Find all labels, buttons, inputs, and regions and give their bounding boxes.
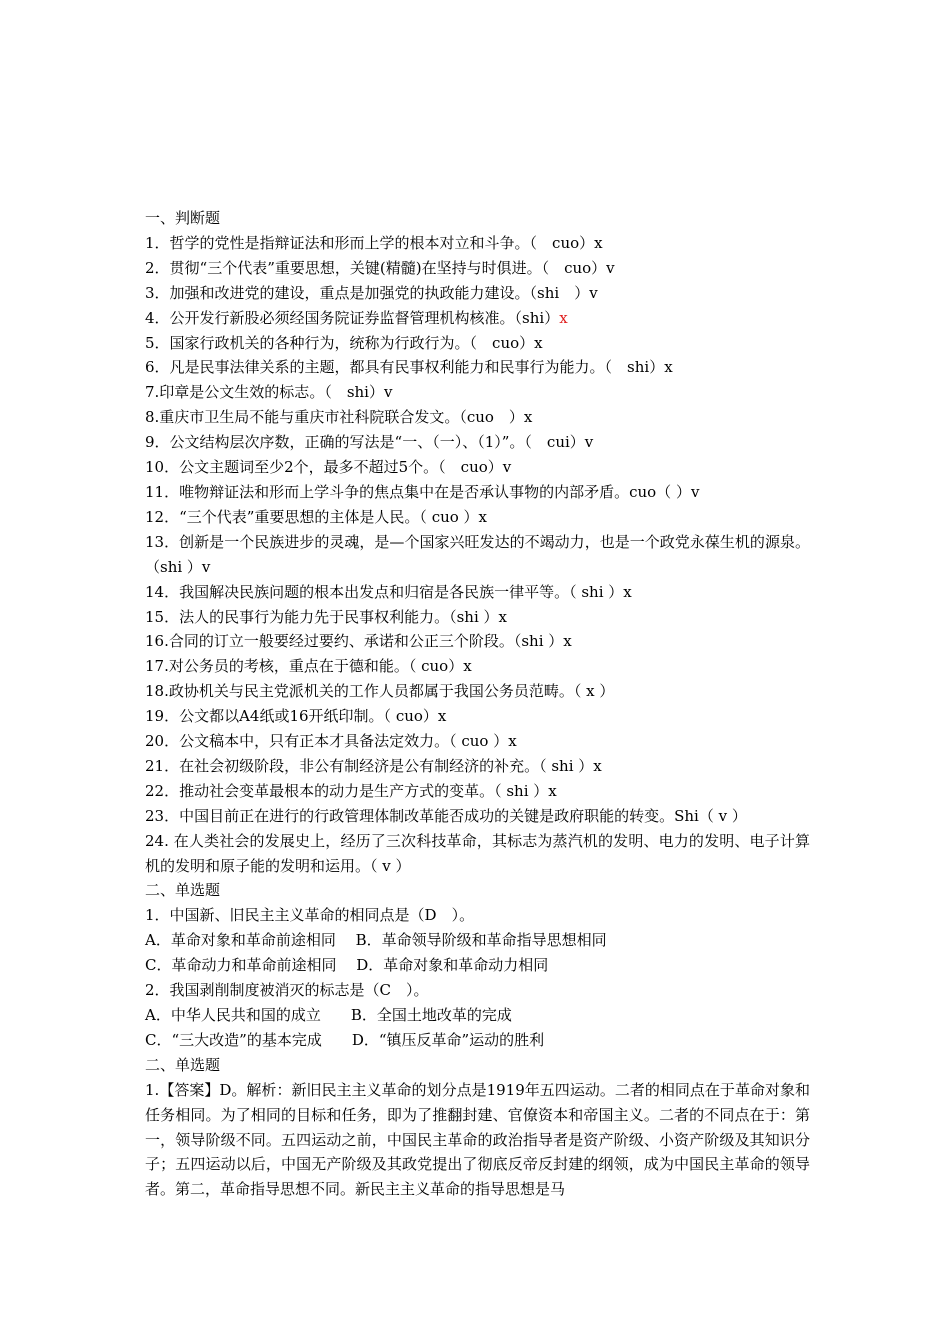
judgment-item-21: 21．在社会初级阶段，非公有制经济是公有制经济的补充。（ shi ）x bbox=[145, 756, 602, 775]
judgment-item-7: 7.印章是公文生效的标志。（ shi）v bbox=[145, 383, 393, 402]
judgment-item-4-mark: x bbox=[559, 308, 568, 327]
question-1-options-ab: A．革命对象和革命前途相同 B．革命领导阶级和革命指导思想相同 bbox=[145, 931, 607, 950]
judgment-item-8: 8.重庆市卫生局不能与重庆市社科院联合发文。（cuo ）x bbox=[145, 408, 533, 427]
question-2-options-cd: C．“三大改造”的基本完成 D．“镇压反革命”运动的胜利 bbox=[145, 1030, 545, 1049]
judgment-item-4-text: 4．公开发行新股必须经国务院证券监督管理机构核准。（shi） bbox=[145, 308, 560, 327]
judgment-item-14: 14．我国解决民族问题的根本出发点和归宿是各民族一律平等。（ shi ）x bbox=[145, 582, 632, 601]
judgment-item-23: 23．中国目前正在进行的行政管理体制改革能否成功的关键是政府职能的转变。Shi（ v ） bbox=[145, 806, 747, 825]
judgment-item-4 bbox=[145, 306, 810, 331]
judgment-item-13: 13．创新是一个民族进步的灵魂，是—个国家兴旺发达的不竭动力，也是一个政党永葆生机的源泉。（shi ）v bbox=[145, 532, 810, 576]
judgment-item-5: 5．国家行政机关的各种行为，统称为行政行为。（ cuo）x bbox=[145, 333, 543, 352]
question-1-options-cd: C．革命动力和革命前途相同 D．革命对象和革命动力相同 bbox=[145, 956, 549, 975]
answer-paragraph-1: 1.【答案】D。解析：新旧民主主义革命的划分点是1919年五四运动。二者的相同点在于革命对象和任务相同。为了相同的目标和任务，即为了推翻封建、官僚资本和帝国主义。二者的不同点在于：第一，领导阶级不同。五四运动之前，中国民主革命的政治指导者是资产阶级、小资产阶级及其知识分子；五四运动以后，中国无产阶级及其政党提出了彻底反帝反封建的纲领，成为中国民主革命的领导者。第二，革命指导思想不同。新民主主义革命的指导思想是马 bbox=[145, 1080, 810, 1199]
judgment-item-6: 6．凡是民事法律关系的主题，都具有民事权利能力和民事行为能力。（ shi）x bbox=[145, 358, 673, 377]
judgment-item-17: 17.对公务员的考核，重点在于德和能。（ cuo）x bbox=[145, 657, 472, 676]
section-heading-judgment: 一、判断题 bbox=[145, 209, 221, 227]
document-page bbox=[145, 206, 810, 1202]
judgment-item-3: 3．加强和改进党的建设，重点是加强党的执政能力建设。（shi ）v bbox=[145, 283, 598, 302]
judgment-item-20: 20．公文稿本中，只有正本才具备法定效力。（ cuo ）x bbox=[145, 732, 517, 751]
question-1: 1．中国新、旧民主主义革命的相同点是（D ）。 bbox=[145, 906, 475, 925]
judgment-item-2: 2．贯彻“三个代表”重要思想，关键(精髓)在坚持与时俱进。（ cuo）v bbox=[145, 258, 615, 277]
judgment-item-12: 12．“三个代表”重要思想的主体是人民。（ cuo ）x bbox=[145, 507, 488, 526]
judgment-item-15: 15．法人的民事行为能力先于民事权利能力。（shi ）x bbox=[145, 607, 507, 626]
judgment-item-10: 10．公文主题词至少2个，最多不超过5个。（ cuo）v bbox=[145, 458, 512, 477]
section-heading-single-choice: 二、单选题 bbox=[145, 881, 221, 900]
question-2-options-ab: A．中华人民共和国的成立 B．全国土地改革的完成 bbox=[145, 1006, 512, 1024]
judgment-item-9: 9．公文结构层次序数，正确的写法是“一、（一）、（1）”。（ cui）v bbox=[145, 433, 594, 452]
section-heading-answers: 二、单选题 bbox=[145, 1055, 221, 1074]
judgment-item-1: 1．哲学的党性是指辩证法和形而上学的根本对立和斗争。（ cuo）x bbox=[145, 233, 603, 252]
judgment-item-24: 24. 在人类社会的发展史上，经历了三次科技革命，其标志为蒸汽机的发明、电力的发明、电子计算机的发明和原子能的发明和运用。（ v ） bbox=[145, 831, 810, 875]
judgment-item-18: 18.政协机关与民主党派机关的工作人员都属于我国公务员范畴。（ x ） bbox=[145, 682, 615, 701]
judgment-item-19: 19．公文都以A4纸或16开纸印制。（ cuo）x bbox=[145, 707, 447, 726]
judgment-item-22: 22．推动社会变革最根本的动力是生产方式的变革。（ shi ）x bbox=[145, 781, 557, 800]
judgment-item-11: 11．唯物辩证法和形而上学斗争的焦点集中在是否承认事物的内部矛盾。cuo（ ）v bbox=[145, 482, 700, 501]
judgment-item-16: 16.合同的订立一般要经过要约、承诺和公正三个阶段。（shi ）x bbox=[145, 632, 572, 651]
question-2: 2．我国剥削制度被消灭的标志是（C ）。 bbox=[145, 981, 429, 1000]
